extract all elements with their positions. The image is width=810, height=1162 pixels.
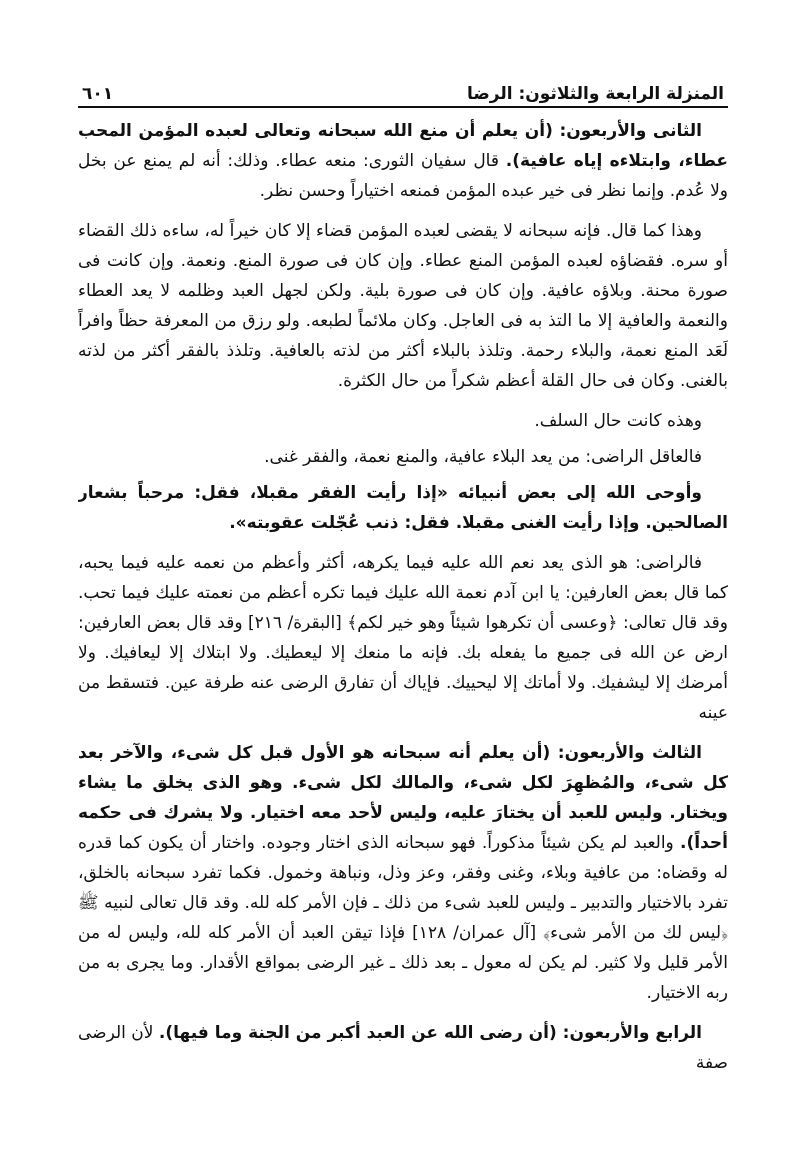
paragraph-explanation — [78, 216, 728, 396]
paragraph-text: قال سفيان الثورى: منعه عطاء. وذلك: أنه لم يمنع عن بخل ولا عُدم. وإنما نظر فى خير عبده المؤمن فمنعه اختياراً وحسن نظر. — [78, 151, 728, 201]
book-page — [78, 76, 728, 1146]
point-heading: الرابع والأربعون: (أن رضى الله عن العبد أكبر من الجنة وما فيها). — [158, 1023, 702, 1043]
point-heading: الثانى والأربعون: (أن يعلم أن منع الله سبحانه وتعالى لعبده المؤمن المحب عطاء، وابتلاءه إياه عافية). — [78, 121, 728, 171]
paragraph-wise-content — [78, 442, 728, 472]
paragraph-text: لأن الرضى صفة — [78, 1023, 728, 1073]
quote-text: وأوحى الله إلى بعض أنبيائه «إذا رأيت الفقر مقبلا، فقل: مرحباً بشعار الصالحين. وإذا رأيت الغنى مقبلا. فقل: ذنب عُجّلت عقوبته». — [78, 483, 728, 533]
paragraph-text: والعبد لم يكن شيئاً مذكوراً. فهو سبحانه الذى اختار وجوده. واختار أن يكون كما قدره له وقضاه: من عافية وبلاء، وغنى وفقر، وعز وذل، ونباهة وخمول. فكما تفرد سبحانه بالخلق، تفرد بالاختيار والتدبير ـ وليس للعبد شىء من ذلك ـ فإن الأمر كله لله. وقد قال تعالى لنبيه ﷺ ﴿ليس لك من الأمر شىء﴾ [آل عمران/ ١٢٨] فإذا تيقن العبد أن الأمر كله لله، وليس له من الأمر قليل ولا كثير. لم يكن له معول ـ بعد ذلك ـ غير الرضى بمواقع الأقدار. وما يجرى به من ربه الاختيار. — [78, 833, 728, 1003]
paragraph-44 — [78, 1018, 728, 1078]
point-heading: الثالث والأربعون: (أن يعلم أنه سبحانه هو الأول قبل كل شىء، والآخر بعد كل شىء، والمُظهِرَ لكل شىء، والمالك لكل شىء. وهو الذى يخلق ما يشاء ويختار. وليس للعبد أن يختارَ عليه، وليس لأحد معه اختيار. ولا يشرك فى حكمه أحداً). — [78, 743, 728, 853]
paragraph-text: وهذا كما قال. فإنه سبحانه لا يقضى لعبده المؤمن قضاء إلا كان خيراً له، ساءه ذلك القضاء أو سره. فقضاؤه لعبده المؤمن المنع عطاء. وإن كان فى صورة المنع. ونعمة. وإن كانت فى صورة محنة. وبلاؤه عافية. وإن كان فى صورة بلية. ولكن لجهل العبد وظلمه لا يعد العطاء والنعمة والعافية إلا ما التذ به فى العاجل. وكان ملائماً لطبعه. ولو رزق من المعرفة حظاً وافراً لَعَد المنع نعمة، والبلاء رحمة. وتلذذ بالبلاء أكثر من لذته بالعافية. وتلذذ بالفقر أكثر من لذته بالغنى. وكان فى حال القلة أعظم شكراً من حال الكثرة. — [78, 221, 728, 391]
paragraph-text: فالعاقل الراضى: من يعد البلاء عافية، والمنع نعمة، والفقر غنى. — [264, 447, 702, 467]
paragraph-salaf — [78, 406, 728, 436]
paragraph-42 — [78, 116, 728, 206]
body-text — [78, 116, 728, 1078]
paragraph-text: وهذه كانت حال السلف. — [534, 411, 702, 431]
paragraph-revelation — [78, 478, 728, 538]
chapter-title: المنزلة الرابعة والثلاثون: الرضا — [466, 84, 724, 104]
paragraph-content-one — [78, 548, 728, 728]
page-number: ٦٠١ — [82, 84, 114, 104]
paragraph-43 — [78, 738, 728, 1008]
running-header — [78, 76, 728, 108]
paragraph-text: فالراضى: هو الذى يعد نعم الله عليه فيما يكرهه، أكثر وأعظم من نعمه عليه فيما يحبه، كما قال بعض العارفين: يا ابن آدم نعمة الله عليك فيما تكره أعظم من نعمته عليك فيما تحب. وقد قال تعالى: ﴿وعسى أن تكرهوا شيئاً وهو خير لكم﴾ [البقرة/ ٢١٦] وقد قال بعض العارفين: ارض عن الله فى جميع ما يفعله بك. فإنه ما منعك إلا ليعطيك. ولا ابتلاك إلا ليعافيك. ولا أمرضك إلا ليشفيك. ولا أماتك إلا ليحييك. فإياك أن تفارق الرضى عنه طرفة عين. فتسقط من عينه — [78, 553, 728, 723]
